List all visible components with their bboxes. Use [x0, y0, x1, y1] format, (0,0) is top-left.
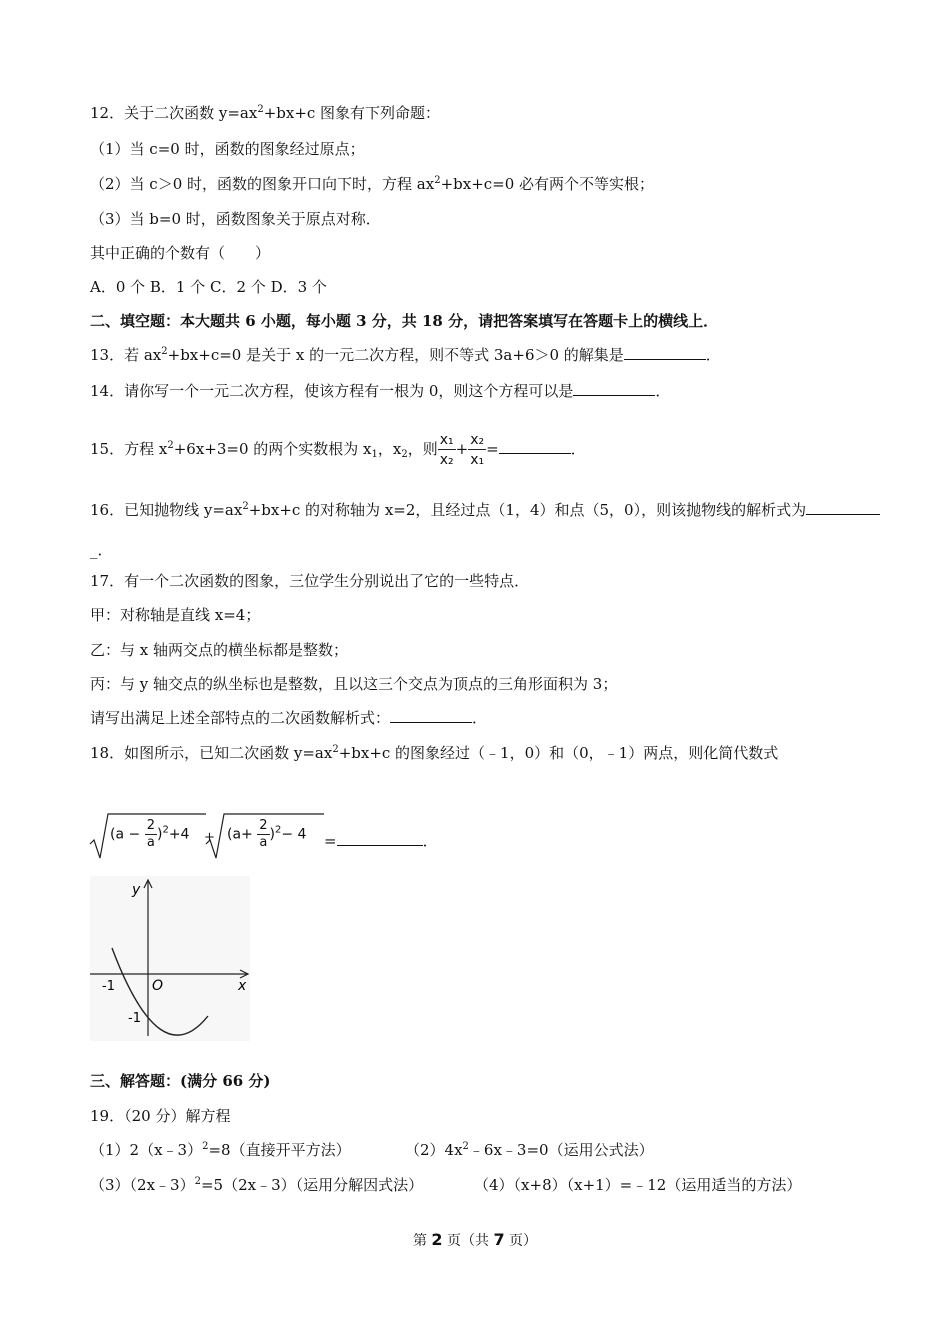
answer-blank: [390, 708, 472, 723]
q17-jia: 甲：对称轴是直线 x=4；: [90, 606, 261, 624]
fraction-x1-over-x2: $\frac{\text{x₁}}{\text{x₂}}$: [439, 431, 454, 468]
q19-part-2: $(2)4x^2﹣6x﹣3=0$（运用公式法）: [405, 1141, 654, 1159]
q18-parabola-graph: [90, 876, 250, 1041]
q18-stem: 18．如图所示，已知二次函数 $y=ax^2+bx+c$ 的图象经过（﹣1，0）和（0，﹣1）两点，则化简代数式: [90, 744, 779, 762]
radicand-2: (a+ $\frac{2}{a}$ )$^2$− 4: [227, 818, 307, 850]
q12-stem: 12．关于二次函数 $y=ax^2+bx+c$ 图象有下列命题：: [90, 104, 441, 122]
x-intercept-label: -1: [102, 979, 115, 994]
q12-options: A．0 个 B．1 个 C．2 个 D．3 个: [90, 278, 327, 296]
q17-yi: 乙：与 x 轴两交点的横坐标都是整数；: [90, 641, 348, 659]
q18-answer: = ．: [324, 832, 438, 850]
q14: 14．请你写一个一元二次方程，使该方程有一根为 0，则这个方程可以是 ．: [90, 382, 671, 400]
fraction-x2-over-x1: $\frac{\text{x₂}}{\text{x₁}}$: [470, 431, 485, 468]
q12-question: 其中正确的个数有（ ）: [90, 244, 271, 262]
x-axis-label: x: [238, 978, 247, 994]
q17-bing: 丙：与 y 轴交点的纵坐标也是整数，且以这三个交点为顶点的三角形面积为 3；: [90, 675, 618, 693]
answer-blank: [499, 439, 571, 454]
section-3-heading: 三、解答题：(满分 66 分): [90, 1072, 271, 1090]
y-axis-label: y: [132, 882, 141, 898]
q12-item-1: （1）当 c=0 时，函数的图象经过原点；: [90, 140, 365, 158]
y-intercept-label: -1: [128, 1011, 141, 1026]
q12-item-3: （3）当 b=0 时，函数图象关于原点对称．: [90, 210, 381, 228]
section-2-heading: 二、填空题：本大题共 6 小题，每小题 3 分，共 18 分，请把答案填写在答题卡上的横线上．: [90, 312, 719, 330]
q17-ask: 请写出满足上述全部特点的二次函数解析式： ．: [90, 709, 488, 727]
q17-stem: 17．有一个二次函数的图象，三位学生分别说出了它的一些特点．: [90, 572, 530, 590]
q12-item-2: （2）当 c＞0 时，函数的图象开口向下时，方程 $ax^2+bx+c=0$ 必有两个不等实根；: [90, 175, 655, 193]
answer-blank: [337, 831, 423, 846]
q15: 15．方程 $x^2+6x+3=0$ 的两个实数根为 $x_1$，$x_2$，则 $\frac{\text{x₁}}{\text{x₂}}$ + $\frac{\text{x₂}}{\text{x₁}}$ = ．: [90, 431, 586, 468]
q18-radical-expression: [88, 810, 438, 865]
q13: 13．若 $ax^2+bx+c=0$ 是关于 x 的一元二次方程，则不等式 3a+6＞0 的解集是 ．: [90, 346, 721, 364]
answer-blank: [573, 381, 655, 396]
q16: 16．已知抛物线 $y=ax^2+bx+c$ 的对称轴为 x=2，且经过点（1，4）和点（5，0），则该抛物线的解析式为: [90, 500, 880, 520]
q19-part-4: （4）（x+8）（x+1）=﹣12（运用适当的方法）: [474, 1176, 802, 1194]
graph-svg: [90, 876, 250, 1041]
origin-label: O: [152, 978, 164, 994]
radicand-1: (a − $\frac{2}{a}$ )$^2$+4: [110, 818, 190, 850]
answer-blank: [624, 345, 706, 360]
answer-blank: [806, 500, 880, 515]
q19-part-3: （3）（2x﹣3）$^2$=5（2x﹣3）（运用分解因式法）: [90, 1176, 424, 1194]
q19-part-1: （1）2（x﹣3）$^2$=8（直接开平方法）: [90, 1141, 351, 1159]
page-footer: 第 2 页（共 7 页）: [412, 1230, 538, 1249]
q19-stem: 19．（20 分）解方程: [90, 1107, 231, 1125]
plus-sign: +: [204, 830, 215, 845]
q16-continuation: _．: [90, 541, 113, 559]
